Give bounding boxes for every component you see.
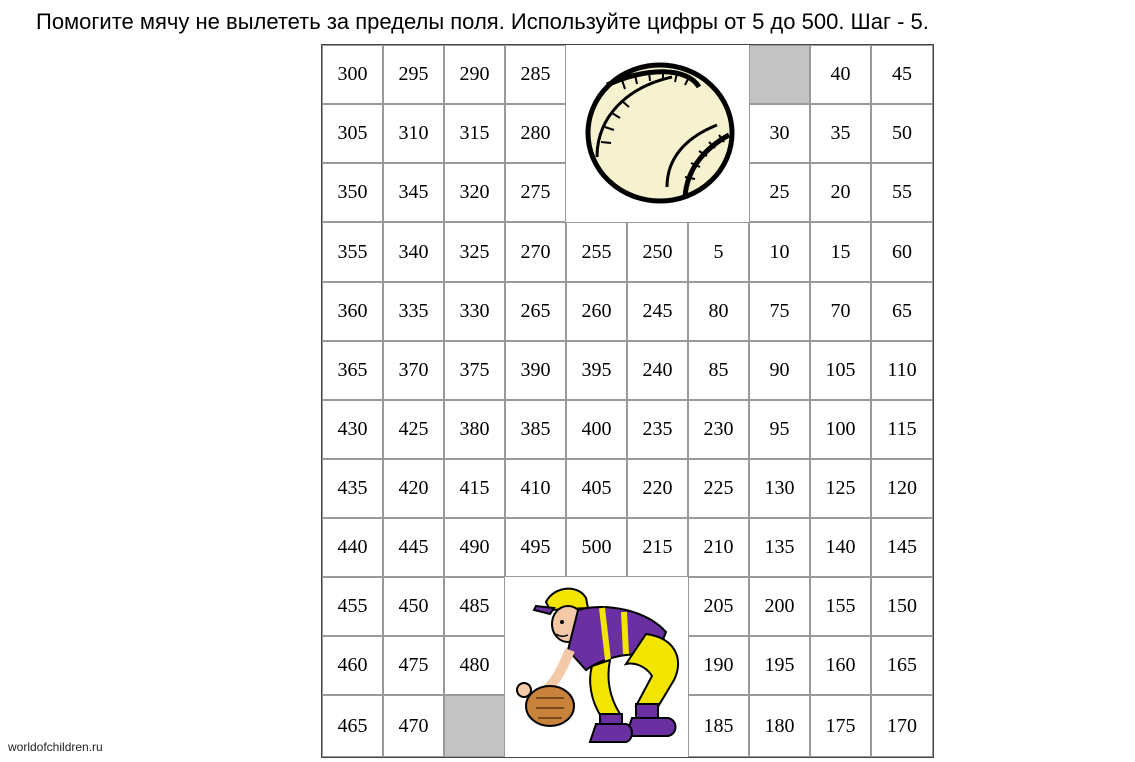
number-cell[interactable]: 170: [871, 695, 933, 757]
number-cell[interactable]: 410: [505, 459, 566, 518]
number-cell[interactable]: 225: [688, 459, 749, 518]
site-credit: worldofchildren.ru: [8, 740, 103, 754]
number-cell[interactable]: 275: [505, 163, 566, 222]
task-instruction: Помогите мячу не вылететь за пределы поля. Используйте цифры от 5 до 500. Шаг - 5.: [36, 9, 929, 34]
number-cell[interactable]: 400: [566, 400, 627, 459]
number-cell[interactable]: 155: [810, 577, 871, 636]
empty-cell[interactable]: [749, 45, 810, 104]
number-cell[interactable]: 75: [749, 282, 810, 341]
number-cell[interactable]: 55: [871, 163, 933, 222]
number-cell[interactable]: 10: [749, 222, 810, 282]
number-cell[interactable]: 140: [810, 518, 871, 577]
number-cell[interactable]: 190: [688, 636, 749, 695]
number-cell[interactable]: 235: [627, 400, 688, 459]
number-cell[interactable]: 80: [688, 282, 749, 341]
number-cell[interactable]: 490: [444, 518, 505, 577]
number-cell[interactable]: 280: [505, 104, 566, 163]
number-cell[interactable]: 475: [383, 636, 444, 695]
maze-board: [321, 44, 934, 758]
number-cell[interactable]: 200: [749, 577, 810, 636]
number-cell[interactable]: 385: [505, 400, 566, 459]
number-cell[interactable]: 135: [749, 518, 810, 577]
number-cell[interactable]: 265: [505, 282, 566, 341]
number-cell[interactable]: 295: [383, 45, 444, 104]
number-cell[interactable]: 330: [444, 282, 505, 341]
number-cell[interactable]: 285: [505, 45, 566, 104]
number-cell[interactable]: 15: [810, 222, 871, 282]
number-cell[interactable]: 480: [444, 636, 505, 695]
number-cell[interactable]: 175: [810, 695, 871, 757]
number-cell[interactable]: 90: [749, 341, 810, 400]
number-cell[interactable]: 220: [627, 459, 688, 518]
number-cell[interactable]: 325: [444, 222, 505, 282]
number-cell[interactable]: 120: [871, 459, 933, 518]
number-cell[interactable]: 440: [322, 518, 383, 577]
number-cell[interactable]: 255: [566, 222, 627, 282]
number-cell[interactable]: 345: [383, 163, 444, 222]
number-cell[interactable]: 205: [688, 577, 749, 636]
number-cell[interactable]: 230: [688, 400, 749, 459]
number-cell[interactable]: 355: [322, 222, 383, 282]
number-cell[interactable]: 5: [688, 222, 749, 282]
number-cell[interactable]: 350: [322, 163, 383, 222]
number-cell[interactable]: 165: [871, 636, 933, 695]
number-cell[interactable]: 270: [505, 222, 566, 282]
number-cell[interactable]: 150: [871, 577, 933, 636]
baseball-icon: [566, 45, 749, 222]
number-cell[interactable]: 25: [749, 163, 810, 222]
number-cell[interactable]: 375: [444, 341, 505, 400]
number-cell[interactable]: 360: [322, 282, 383, 341]
number-cell[interactable]: 160: [810, 636, 871, 695]
number-cell[interactable]: 195: [749, 636, 810, 695]
number-cell[interactable]: 70: [810, 282, 871, 341]
number-cell[interactable]: 215: [627, 518, 688, 577]
number-cell[interactable]: 245: [627, 282, 688, 341]
number-cell[interactable]: 305: [322, 104, 383, 163]
number-cell[interactable]: 85: [688, 341, 749, 400]
number-cell[interactable]: 60: [871, 222, 933, 282]
number-cell[interactable]: 180: [749, 695, 810, 757]
number-cell[interactable]: 210: [688, 518, 749, 577]
number-cell[interactable]: 100: [810, 400, 871, 459]
number-cell[interactable]: 495: [505, 518, 566, 577]
number-cell[interactable]: 395: [566, 341, 627, 400]
number-cell[interactable]: 425: [383, 400, 444, 459]
number-cell[interactable]: 50: [871, 104, 933, 163]
number-cell[interactable]: 310: [383, 104, 444, 163]
number-cell[interactable]: 30: [749, 104, 810, 163]
number-cell[interactable]: 110: [871, 341, 933, 400]
number-cell[interactable]: 365: [322, 341, 383, 400]
number-cell[interactable]: 470: [383, 695, 444, 757]
number-cell[interactable]: 405: [566, 459, 627, 518]
number-cell[interactable]: 260: [566, 282, 627, 341]
number-cell[interactable]: 460: [322, 636, 383, 695]
number-cell[interactable]: 430: [322, 400, 383, 459]
number-cell[interactable]: 45: [871, 45, 933, 104]
number-cell[interactable]: 145: [871, 518, 933, 577]
number-cell[interactable]: 240: [627, 341, 688, 400]
number-cell[interactable]: 415: [444, 459, 505, 518]
number-cell[interactable]: 450: [383, 577, 444, 636]
number-cell[interactable]: 185: [688, 695, 749, 757]
number-cell[interactable]: 465: [322, 695, 383, 757]
number-cell[interactable]: 105: [810, 341, 871, 400]
number-cell[interactable]: 130: [749, 459, 810, 518]
number-cell[interactable]: 20: [810, 163, 871, 222]
number-cell[interactable]: 115: [871, 400, 933, 459]
number-cell[interactable]: 380: [444, 400, 505, 459]
number-cell[interactable]: 35: [810, 104, 871, 163]
number-cell[interactable]: 300: [322, 45, 383, 104]
number-cell[interactable]: 335: [383, 282, 444, 341]
number-cell[interactable]: 125: [810, 459, 871, 518]
empty-cell[interactable]: [444, 695, 505, 757]
number-cell[interactable]: 370: [383, 341, 444, 400]
number-cell[interactable]: 320: [444, 163, 505, 222]
number-cell[interactable]: 435: [322, 459, 383, 518]
number-cell[interactable]: 95: [749, 400, 810, 459]
number-cell[interactable]: 290: [444, 45, 505, 104]
number-cell[interactable]: 485: [444, 577, 505, 636]
number-cell[interactable]: 500: [566, 518, 627, 577]
number-cell[interactable]: 40: [810, 45, 871, 104]
number-cell[interactable]: 65: [871, 282, 933, 341]
number-cell[interactable]: 315: [444, 104, 505, 163]
number-cell[interactable]: 455: [322, 577, 383, 636]
catcher-icon: [505, 577, 688, 757]
number-cell[interactable]: 420: [383, 459, 444, 518]
number-cell[interactable]: 445: [383, 518, 444, 577]
number-cell[interactable]: 340: [383, 222, 444, 282]
number-cell[interactable]: 250: [627, 222, 688, 282]
number-cell[interactable]: 390: [505, 341, 566, 400]
